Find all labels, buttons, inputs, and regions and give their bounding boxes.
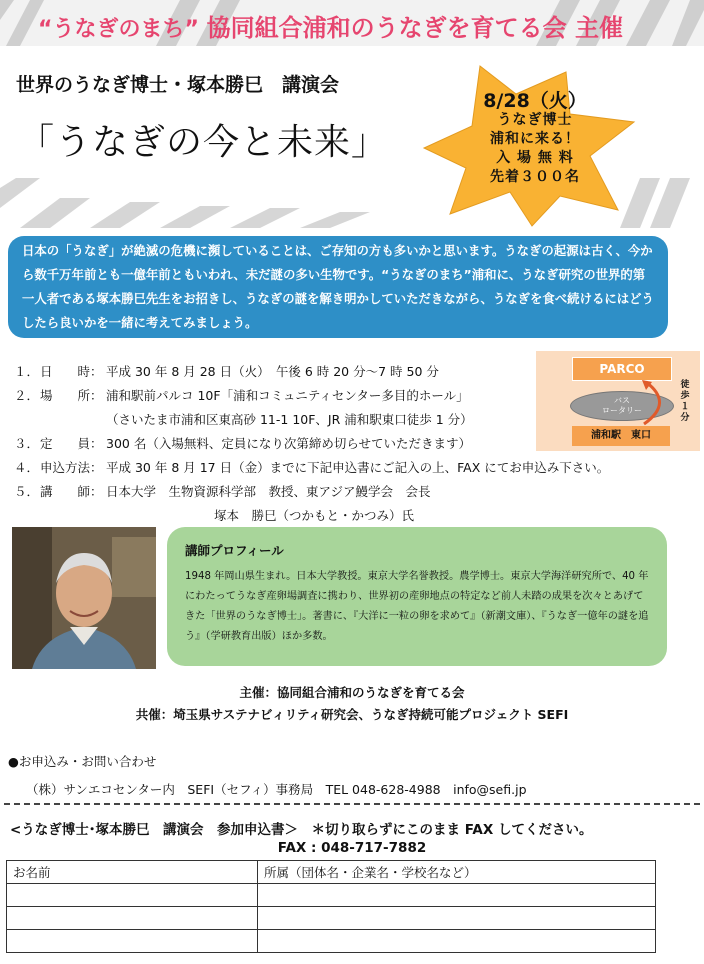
detail-row: ５． 講 師： 日本大学 生物資源科学部 教授、東アジア鰻学会 会長 bbox=[14, 484, 431, 499]
header-organizer: 協同組合浦和のうなぎを育てる会 主催 bbox=[206, 14, 623, 42]
event-details bbox=[14, 360, 609, 528]
name-cell[interactable] bbox=[7, 907, 258, 930]
col-name-header: お名前 bbox=[7, 861, 258, 884]
profile-heading: 講師プロフィール bbox=[185, 543, 284, 558]
map-bus-rotary: バス ロータリー bbox=[570, 391, 674, 421]
cut-line bbox=[4, 803, 700, 805]
detail-row: １． 日 時： 平成 30 年 8 月 28 日（火） 午後 6 時 20 分～7 時 50 分 bbox=[14, 364, 439, 379]
map-station: 浦和駅 東口 bbox=[572, 426, 670, 446]
starburst-text bbox=[445, 92, 625, 187]
intro-box: 日本の「うなぎ」が絶滅の危機に瀕していることは、ご存知の方も多いかと思います。うなぎの起源は古く、今から数千万年前とも一億年前ともいわれ、未だ謎の多い生物です。“うなぎのまち”浦和に、うなぎ研究の世界的第一人者である塚本勝巳先生をお招きし、うなぎの謎を解き明かしていただきながら、うなぎを食べ続けるにはどうしたら良いかを一緒に考えてみましょう。 bbox=[8, 236, 668, 338]
application-form bbox=[6, 860, 656, 953]
col-affiliation-header: 所属（団体名・企業名・学校名など） bbox=[258, 861, 656, 884]
fax-number: FAX : 048-717-7882 bbox=[277, 840, 427, 856]
contact-line: （株）サンエコセンター内 SEFI（セフィ）事務局 TEL 048-628-4988 info@sefi.jp bbox=[26, 782, 527, 797]
cohost-line: 共催：埼玉県サステナビィリティ研究会、うなぎ持続可能プロジェクト SEFI bbox=[135, 707, 569, 722]
detail-row: （さいたま市浦和区東高砂 11-1 10F、JR 浦和駅東口徒歩 1 分） bbox=[106, 412, 473, 427]
detail-row: ２． 場 所： 浦和駅前パルコ 10F「浦和コミュニティセンター多目的ホール」 bbox=[14, 388, 469, 403]
speaker-photo bbox=[12, 527, 156, 669]
hosts bbox=[0, 682, 704, 726]
lecture-subtitle: 世界のうなぎ博士・塚本勝巳 講演会 bbox=[16, 74, 340, 96]
detail-row: 塚本 勝巳（つかもと・かつみ）氏 bbox=[14, 508, 415, 523]
detail-row: ４． 申込方法： 平成 30 年 8 月 17 日（金）までに下記申込書にご記入の上、FAX にてお申込み下さい。 bbox=[14, 460, 610, 475]
name-cell[interactable] bbox=[7, 884, 258, 907]
contact-info bbox=[8, 748, 527, 804]
host-line: 主催：協同組合浦和のうなぎを育てる会 bbox=[239, 685, 465, 700]
lecture-title: 「うなぎの今と未来」 bbox=[18, 122, 389, 163]
star-line-2: 浦和に来る！ bbox=[490, 131, 580, 147]
map-walk-time: 徒歩１分 bbox=[680, 380, 690, 423]
event-date: 8/28（火） bbox=[483, 90, 587, 112]
form-row bbox=[7, 907, 656, 930]
name-cell[interactable] bbox=[7, 930, 258, 953]
form-row bbox=[7, 884, 656, 907]
detail-row: ３． 定 員： 300 名（入場無料、定員になり次第締め切らせていただきます） bbox=[14, 436, 471, 451]
header-tagline: “うなぎのまち” bbox=[38, 17, 199, 42]
affiliation-cell[interactable] bbox=[258, 884, 656, 907]
speaker-profile bbox=[167, 527, 667, 666]
form-row bbox=[7, 930, 656, 953]
affiliation-cell[interactable] bbox=[258, 907, 656, 930]
star-line-1: うなぎ博士 bbox=[497, 112, 573, 128]
contact-heading: ●お申込み・お問い合わせ bbox=[8, 754, 157, 769]
affiliation-cell[interactable] bbox=[258, 930, 656, 953]
star-line-4: 先着３００名 bbox=[490, 169, 580, 185]
header-title bbox=[38, 8, 623, 43]
form-heading: <うなぎ博士･塚本勝巳 講演会 参加申込書＞ ＊切り取らずにこのまま FAX してください。 bbox=[10, 822, 593, 838]
map-arrow-icon bbox=[640, 378, 670, 428]
map-parco: PARCO bbox=[572, 357, 672, 381]
star-line-3: 入 場 無 料 bbox=[496, 150, 574, 166]
profile-body: 1948 年岡山県生まれ。日本大学教授。東京大学名誉教授。農学博士。東京大学海洋研究所で、40 年にわたってうなぎ産卵場調査に携わり、世界初の産卵地点の特定など前人未踏の成果を次々とあげてきた「世界のうなぎ博士」。著書に、『大洋に一粒の卵を求めて』（新潮文庫）、『うなぎ一億年の謎を追う』（学研教育出版）ほか多数。 bbox=[185, 571, 649, 642]
